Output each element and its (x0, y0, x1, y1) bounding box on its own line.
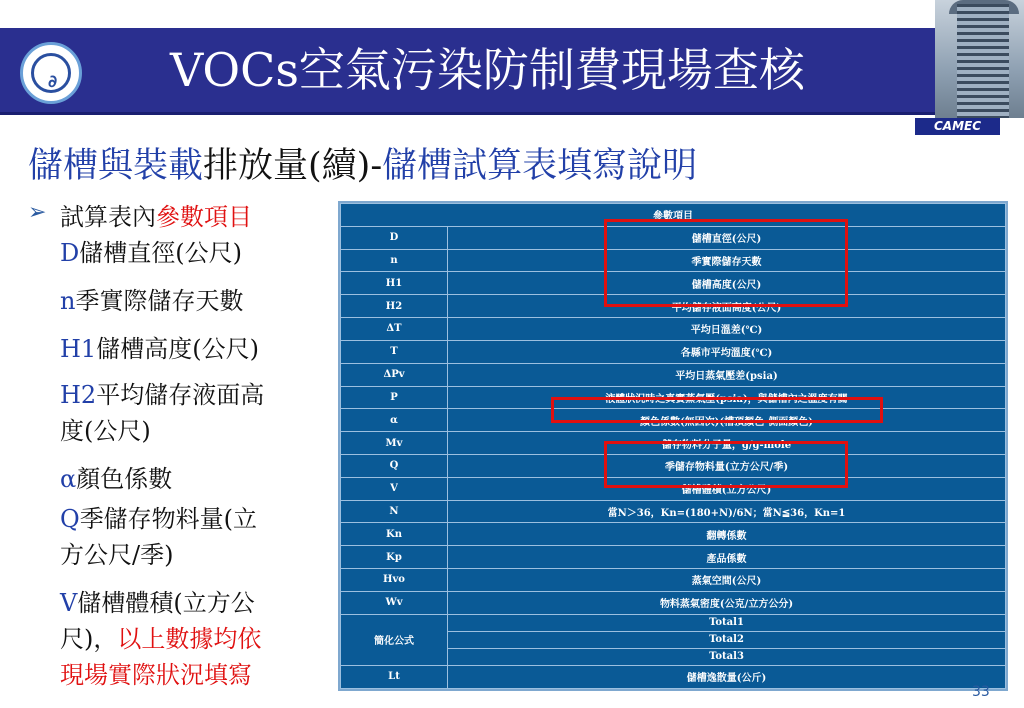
table-cell: 儲槽逸散量(公斤) (448, 665, 1006, 688)
table-cell: ΔPv (341, 363, 448, 386)
table-cell: H2 (341, 295, 448, 318)
table-cell: 平均日蒸氣壓差(psia) (448, 363, 1006, 386)
highlight-box-d-h2 (604, 219, 848, 307)
subtitle-part-1: 儲槽與裝載 (28, 146, 204, 186)
organization-logo: ∂ (20, 42, 82, 104)
table-cell: D (341, 226, 448, 249)
table-cell: 當N＞36，Kn=(180+N)/6N；當N≦36，Kn=1 (448, 500, 1006, 523)
table-cell: n (341, 249, 448, 272)
list-item-continued: 方公尺/季) (60, 541, 174, 569)
table-cell: Kn (341, 523, 448, 546)
table-cell: 產品係數 (448, 546, 1006, 569)
table-row (341, 591, 1006, 614)
list-item: α顏色係數 (60, 465, 173, 493)
table-row (341, 665, 1006, 688)
subtitle-part-2: 排放量(續)- (203, 146, 383, 186)
list-item: D儲槽直徑(公尺) (60, 239, 242, 267)
highlight-box-alpha (551, 397, 883, 423)
table-cell: 平均儲存液面高度(公尺) (448, 295, 1006, 318)
list-item: H2平均儲存液面高 (60, 381, 265, 409)
table-cell: ΔT (341, 318, 448, 341)
brand-badge: CAMEC (915, 118, 1000, 135)
slide-subtitle (28, 140, 697, 192)
table-cell: 物料蒸氣密度(公克/立方公分) (448, 591, 1006, 614)
table-cell: 蒸氣空間(公尺) (448, 569, 1006, 592)
table-cell: Q (341, 454, 448, 477)
table-cell: 顏色係數(無因次)(槽頂顏色-側面顏色) (448, 409, 1006, 432)
table-header: 參數項目 (341, 204, 1006, 227)
table-cell: V (341, 477, 448, 500)
table-cell: 儲槽直徑(公尺) (448, 226, 1006, 249)
table-row (341, 546, 1006, 569)
table-cell: 儲存物料分子量，g/g-mole (448, 432, 1006, 455)
subtitle-part-3: 儲槽試算表填寫說明 (382, 146, 698, 186)
header-divider (0, 112, 1024, 115)
list-note: 現場實際狀況填寫 (60, 661, 252, 689)
list-item: Q季儲存物料量(立 (60, 505, 258, 533)
building-image (935, 0, 1024, 118)
table-cell: 各縣市平均溫度(℃) (448, 340, 1006, 363)
list-heading: 試算表內參數項目 (60, 203, 252, 231)
table-cell: N (341, 500, 448, 523)
table-cell: Kp (341, 546, 448, 569)
list-item: V儲槽體積(立方公 (60, 589, 255, 617)
list-item: H1儲槽高度(公尺) (60, 335, 259, 363)
table-row (341, 569, 1006, 592)
table-row (341, 500, 1006, 523)
arrow-bullet-icon: ➢ (28, 200, 47, 225)
list-item-continued: 度(公尺) (60, 417, 151, 445)
table-cell: 季儲存物料量(立方公尺/季) (448, 454, 1006, 477)
table-cell: Mv (341, 432, 448, 455)
table-cell: 儲槽高度(公尺) (448, 272, 1006, 295)
list-item-continued: 尺)，以上數據均依 (60, 625, 262, 653)
table-cell: H1 (341, 272, 448, 295)
table-row (341, 363, 1006, 386)
table-row (341, 614, 1006, 631)
highlight-box-q-v (604, 441, 848, 488)
table-cell: Lt (341, 665, 448, 688)
table-cell: Total1 (448, 614, 1006, 631)
table-row (341, 318, 1006, 341)
table-row (341, 523, 1006, 546)
table-cell: 儲槽體積(立方公尺) (448, 477, 1006, 500)
list-item: n季實際儲存天數 (60, 287, 244, 315)
table-cell: 季實際儲存天數 (448, 249, 1006, 272)
table-cell: α (341, 409, 448, 432)
table-cell: P (341, 386, 448, 409)
page-number: 33 (972, 684, 990, 700)
table-cell: 液體狀況時之真實蒸氣壓(psia)，與儲槽內之溫度有關 (448, 386, 1006, 409)
table-cell: 翻轉係數 (448, 523, 1006, 546)
table-cell: Wv (341, 591, 448, 614)
table-cell: Total3 (448, 648, 1006, 665)
table-cell: Hvo (341, 569, 448, 592)
table-row (341, 340, 1006, 363)
table-cell: T (341, 340, 448, 363)
table-cell: Total2 (448, 631, 1006, 648)
formula-label: 簡化公式 (341, 614, 448, 665)
page-title: VOCs空氣污染防制費現場查核 (170, 43, 805, 97)
table-cell: 平均日溫差(℃) (448, 318, 1006, 341)
